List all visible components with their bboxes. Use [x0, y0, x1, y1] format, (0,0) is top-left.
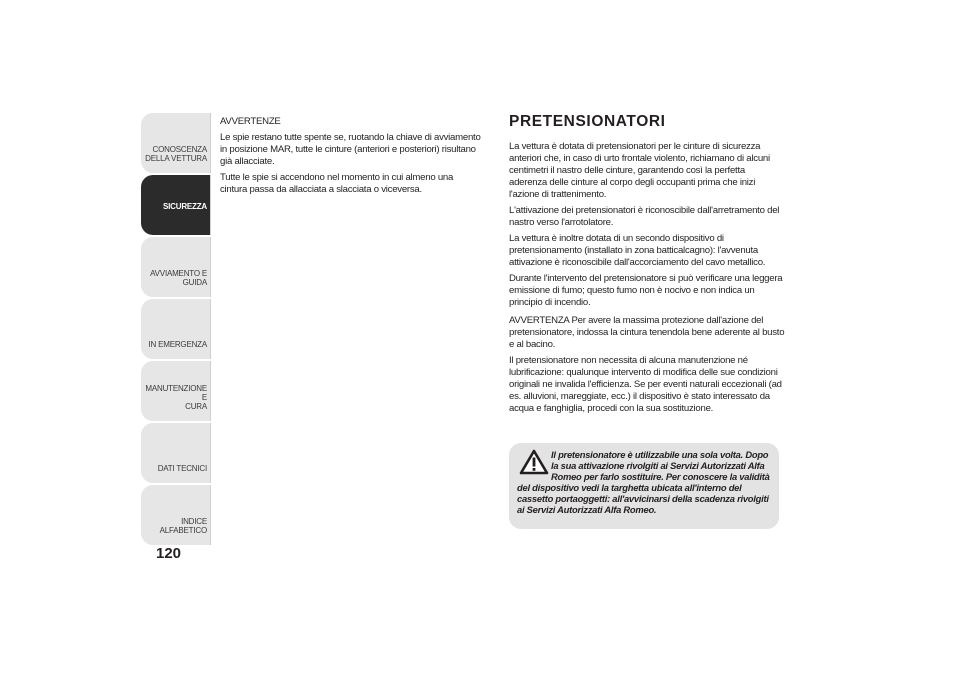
tab-conoscenza-della-vettura[interactable] [141, 113, 211, 173]
warning-text: Il pretensionatore è utilizzabile una sola volta. Dopo la sua attivazione rivolgiti ai Servizi Autorizzati Alfa Romeo per farlo sostituire. Per conoscere la validità del dispositivo vedi la targhetta ubicata all'interno del cassetto portaoggetti: all'avvicinarsi della scadenza rivolgiti ai Servizi Autorizzati Alfa Romeo. [517, 449, 770, 515]
section-heading: PRETENSIONATORI [509, 113, 666, 130]
paragraph: AVVERTENZA Per avere la massima protezione dall'azione del pretensionatore, indossa la cintura tenendola bene aderente al busto e al bacino. [509, 315, 785, 350]
paragraph: La vettura è inoltre dotata di un secondo dispositivo di pretensionamento (installato in zona batticalcagno): l'avvenuta attivazione è riconoscibile dall'accorciamento del cavo metallico. [509, 233, 766, 268]
paragraph: Durante l'intervento del pretensionatore si può verificare una leggera emissione di fumo; questo fumo non è nocivo e non indica un principio di incendio. [509, 273, 783, 308]
tab-dati-tecnici[interactable] [141, 423, 211, 483]
tab-label: MANUTENZIONE E CURA [145, 384, 207, 411]
tab-label: CONOSCENZA DELLA VETTURA [145, 145, 207, 163]
tab-label: SICUREZZA [163, 202, 207, 211]
tab-avviamento-e-guida[interactable] [141, 237, 211, 297]
paragraph: Il pretensionatore non necessita di alcuna manutenzione né lubrificazione: qualunque intervento di modifica delle sue condizioni originali ne invalida l'efficienza. Se per eventi naturali eccezionali (ad es. alluvioni, mareggiate, ecc.) il dispositivo è stato interessato da acqua e fanghiglia, procedi con la sua sostituzione. [509, 355, 782, 414]
tab-in-emergenza[interactable] [141, 299, 211, 359]
tab-label: INDICE ALFABETICO [159, 517, 207, 535]
tab-label: DATI TECNICI [157, 464, 207, 473]
warning-box [509, 443, 779, 529]
right-column [509, 113, 785, 419]
paragraph: L'attivazione dei pretensionatori è riconoscibile dall'arretramento del nastro verso l'arrotolatore. [509, 205, 780, 228]
paragraph: Le spie restano tutte spente se, ruotando la chiave di avviamento in posizione MAR, tutte le cinture (anteriori e posteriori) risultano già allacciate. [220, 132, 481, 167]
tab-label: AVVIAMENTO E GUIDA [150, 269, 207, 287]
tab-label: IN EMERGENZA [148, 340, 207, 349]
section-title-avvertenze: AVVERTENZE [220, 116, 281, 127]
page-number: 120 [156, 545, 182, 562]
left-column [220, 116, 482, 200]
tab-indice-alfabetico[interactable] [141, 485, 211, 545]
tab-sicurezza[interactable] [141, 175, 211, 235]
chapter-sidebar [141, 113, 211, 547]
paragraph: La vettura è dotata di pretensionatori per le cinture di sicurezza anteriori che, in caso di urto frontale violento, richiamano di alcuni centimetri il nastro delle cinture, garantendo così la perfetta aderenza delle cinture al corpo degli occupanti prima che inizi l'azione di trattenimento. [509, 141, 770, 200]
paragraph: Tutte le spie si accendono nel momento in cui almeno una cintura passa da allacciata a slacciata o viceversa. [220, 172, 454, 195]
tab-manutenzione-e-cura[interactable] [141, 361, 211, 421]
